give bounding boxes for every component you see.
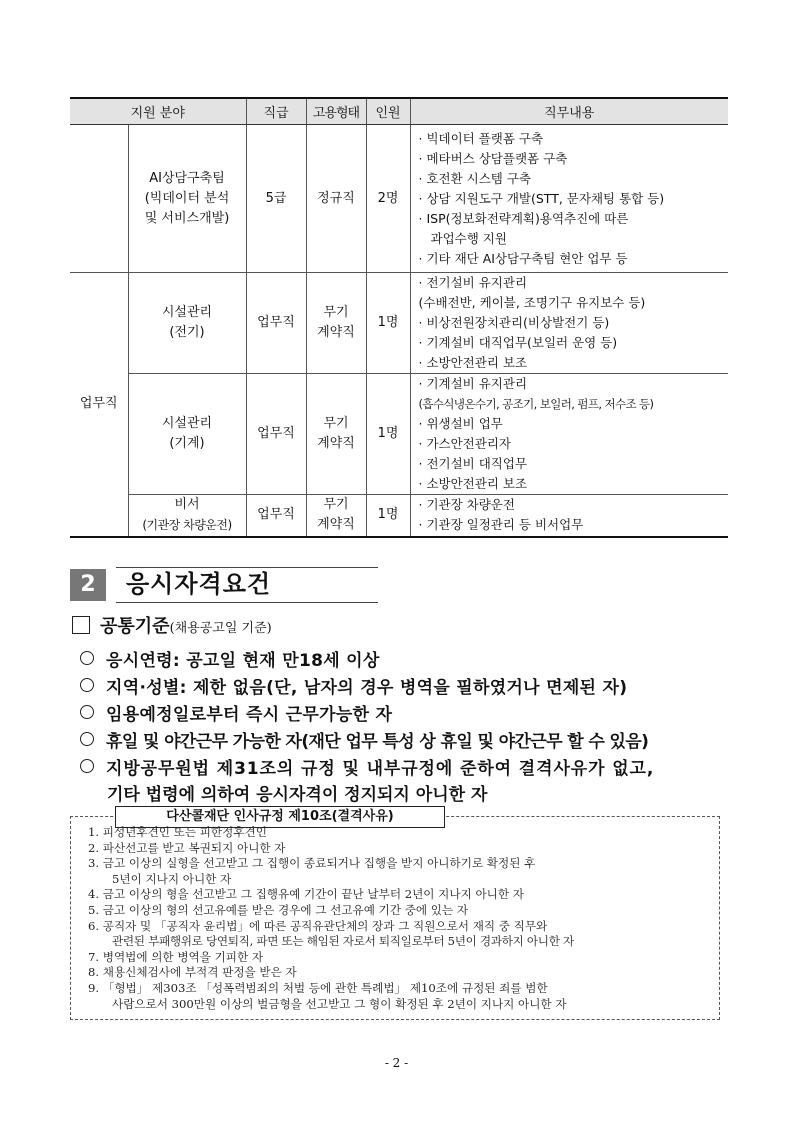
circle-bullet-icon xyxy=(80,705,94,719)
field-line: 시설관리 xyxy=(161,416,213,431)
employment-line: 무기 xyxy=(323,416,349,431)
employment-cell: 정규직 xyxy=(306,125,366,273)
list-item: 4. 금고 이상의 형을 선고받고 그 집행유예 기간이 끝난 날부터 2년이 지나지 아니한 자 xyxy=(88,887,524,902)
employment-line: 계약직 xyxy=(317,325,355,340)
grade-cell: 업무직 xyxy=(246,495,306,537)
header-duties: 직무내용 xyxy=(410,98,728,125)
circle-bullet-icon xyxy=(80,759,94,773)
field-line: AI상담구축팀 xyxy=(149,170,225,186)
duty-line: · ISP(정보화전략계획)용역추진에 따른 xyxy=(418,210,629,226)
criteria-item xyxy=(80,700,392,725)
employment-cell xyxy=(306,273,366,374)
grade-cell: 업무직 xyxy=(246,273,306,374)
field-line: (빅데이터 분석 xyxy=(144,190,230,206)
duty-line: · 상담 지원도구 개발(STT, 문자채팅 통합 등) xyxy=(418,190,665,206)
employment-line: 계약직 xyxy=(317,517,355,533)
list-item: 3. 금고 이상의 실형을 선고받고 그 집행이 종료되거나 집행을 받지 아니하기로 확정된 후 xyxy=(88,856,536,871)
duties-cell xyxy=(410,125,728,273)
field-cell xyxy=(128,374,246,495)
list-item: 5. 금고 이상의 형의 선고유예를 받은 경우에 그 선고유예 기간 중에 있는 자 xyxy=(88,902,469,917)
duty-line: · 메타버스 상담플랫폼 구축 xyxy=(418,150,568,166)
duty-line: · 위생설비 업무 xyxy=(418,416,503,431)
criteria-item-text: 휴일 및 야간근무 가능한 자(재단 업무 특성 상 휴일 및 야간근무 할 수 있음) xyxy=(106,732,649,752)
criteria-heading xyxy=(72,612,272,638)
table-row xyxy=(70,374,728,495)
field-cell xyxy=(128,495,246,537)
grade-cell: 5급 xyxy=(246,125,306,273)
count-cell: 1명 xyxy=(366,495,410,537)
header-field: 지원 분야 xyxy=(70,98,246,125)
employment-line: 무기 xyxy=(323,305,349,320)
duty-line: · 기계설비 유지관리 xyxy=(418,376,528,391)
header-grade: 직급 xyxy=(246,98,306,125)
circle-bullet-icon xyxy=(80,651,94,665)
header-employment: 고용형태 xyxy=(306,98,366,125)
duty-line: 과업수행 지원 xyxy=(430,230,507,246)
criteria-item-continuation: 기타 법령에 의하여 응시자격이 정지되지 아니한 자 xyxy=(107,785,488,805)
criteria-note: (채용공고일 기준) xyxy=(169,621,272,636)
circle-bullet-icon xyxy=(80,678,94,692)
duty-line: · 기타 재단 AI상담구축팀 현안 업무 등 xyxy=(418,250,628,266)
list-item: 8. 채용신체검사에 부적격 판정을 받은 자 xyxy=(88,965,297,980)
duty-line: · 호전환 시스템 구축 xyxy=(418,170,531,186)
table-header-row xyxy=(70,98,728,125)
duty-line: · 기관장 차량운전 xyxy=(418,497,515,513)
count-cell: 1명 xyxy=(366,374,410,495)
list-item: 7. 병역법에 의한 병역을 기피한 자 xyxy=(88,949,264,964)
field-line: (기계) xyxy=(169,436,205,451)
employment-cell xyxy=(306,374,366,495)
page-number: - 2 - xyxy=(384,1056,409,1070)
count-cell: 2명 xyxy=(366,125,410,273)
table-row xyxy=(70,125,728,273)
list-item: 9. 「형법」 제303조 「성폭력범죄의 처벌 등에 관한 특례법」 제10조에 규정된 죄를 범한 xyxy=(88,980,548,995)
criteria-item-text: 지역·성별: 제한 없음(단, 남자의 경우 병역을 필하였거나 면제된 자) xyxy=(106,678,628,698)
duty-line: · 비상전원장치관리(비상발전기 등) xyxy=(418,315,610,330)
checkbox-square-icon xyxy=(72,616,90,634)
employment-line: 계약직 xyxy=(317,436,355,451)
duty-line: · 빅데이터 플랫폼 구축 xyxy=(418,130,544,146)
duty-line: · 기관장 일정관리 등 비서업무 xyxy=(418,517,584,533)
criteria-item xyxy=(80,673,627,698)
criteria-heading-text: 공통기준 xyxy=(100,616,170,637)
duty-line: · 가스안전관리자 xyxy=(418,436,511,451)
section-number: 2 xyxy=(70,569,106,601)
list-item-continuation: 관련된 부패행위로 당연퇴직, 파면 또는 해임된 자로서 퇴직일로부터 5년이 경과하지 아니한 자 xyxy=(112,934,574,949)
category-cell-empty xyxy=(70,125,128,273)
duties-cell xyxy=(410,495,728,537)
field-cell xyxy=(128,125,246,273)
criteria-item-text: 지방공무원법 제31조의 규정 및 내부규정에 준하여 결격사유가 없고, xyxy=(106,759,655,779)
section-rule-bottom xyxy=(116,602,378,603)
employment-cell xyxy=(306,495,366,537)
list-item-continuation: 5년이 지나지 아니한 자 xyxy=(112,871,232,886)
criteria-item xyxy=(80,754,654,779)
section-title: 응시자격요건 xyxy=(126,570,272,598)
field-line: (기관장 차량운전) xyxy=(142,518,232,533)
duty-line: (흡수식냉온수기, 공조기, 보일러, 펌프, 저수조 등) xyxy=(418,397,654,411)
table-row xyxy=(70,273,728,374)
field-line: (전기) xyxy=(169,325,205,340)
criteria-item xyxy=(80,727,648,752)
employment-line: 무기 xyxy=(323,497,349,513)
duties-cell xyxy=(410,374,728,495)
job-table xyxy=(70,97,728,538)
disqualification-title: 다산콜재단 인사규정 제10조(결격사유) xyxy=(115,806,445,828)
duty-line: · 전기설비 대직업무 xyxy=(418,456,528,471)
table-row xyxy=(70,495,728,537)
duty-line: (수배전반, 케이블, 조명기구 유지보수 등) xyxy=(418,295,646,310)
field-line: 및 서비스개발) xyxy=(144,210,230,226)
list-item: 1. 피성년후견인 또는 피한정후견인 xyxy=(88,825,267,839)
list-item-continuation: 사람으로서 300만원 이상의 벌금형을 선고받고 그 형이 확정된 후 2년이 지나지 아니한 자 xyxy=(112,996,567,1011)
section-header xyxy=(70,567,380,603)
field-cell xyxy=(128,273,246,374)
list-item: 6. 공직자 및 「공직자 윤리법」에 따른 공직유관단체의 장과 그 직원으로서 재직 중 직무와 xyxy=(88,918,548,933)
criteria-item-text: 응시연령: 공고일 현재 만18세 이상 xyxy=(106,651,380,671)
criteria-item xyxy=(80,646,380,671)
duty-line: · 전기설비 유지관리 xyxy=(418,275,528,290)
duty-line: · 소방안전관리 보조 xyxy=(418,476,528,491)
list-item: 2. 파산선고를 받고 복권되지 아니한 자 xyxy=(88,840,286,855)
disqualification-list xyxy=(88,825,574,1012)
header-count: 인원 xyxy=(366,98,410,125)
field-line: 비서 xyxy=(174,497,200,513)
criteria-item-text: 임용예정일로부터 즉시 근무가능한 자 xyxy=(106,705,393,725)
duties-cell xyxy=(410,273,728,374)
grade-cell: 업무직 xyxy=(246,374,306,495)
category-cell: 업무직 xyxy=(70,273,128,537)
duty-line: · 소방안전관리 보조 xyxy=(418,355,528,370)
count-cell: 1명 xyxy=(366,273,410,374)
circle-bullet-icon xyxy=(80,732,94,746)
field-line: 시설관리 xyxy=(161,305,213,320)
duty-line: · 기계설비 대직업무(보일러 운영 등) xyxy=(418,335,618,350)
